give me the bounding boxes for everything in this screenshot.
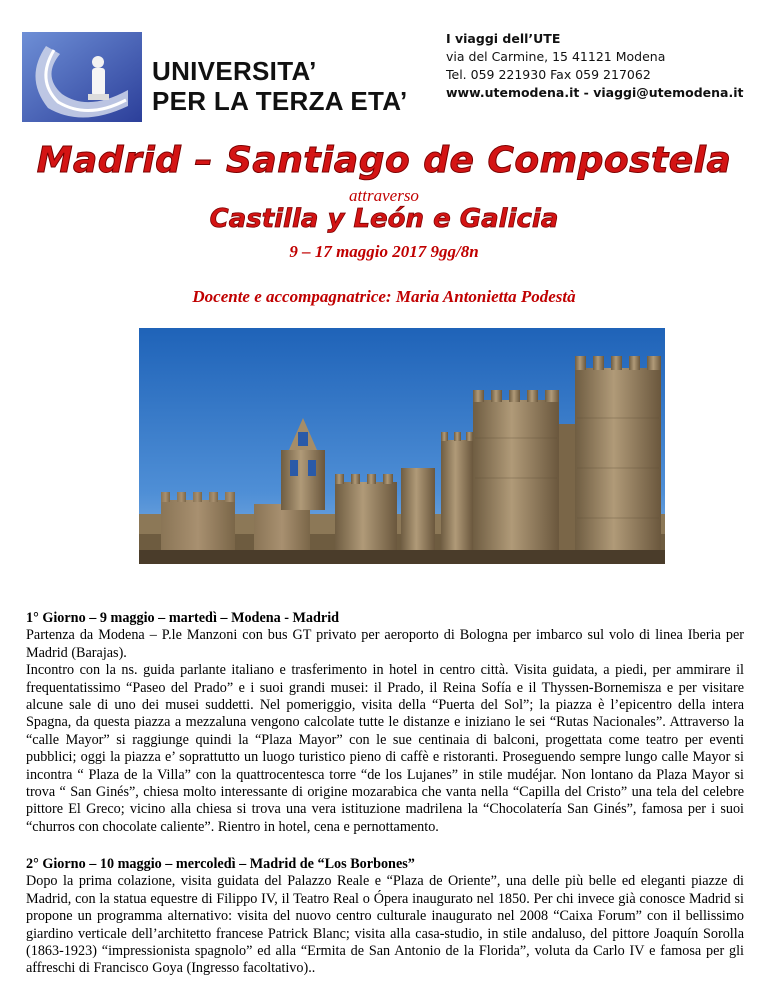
header [0, 28, 768, 128]
day-1-section [26, 610, 744, 836]
org-line-2: PER LA TERZA ETA’ [152, 86, 408, 116]
day-2-paragraph-1: Dopo la prima colazione, visita guidata del Palazzo Reale e “Plaza de Oriente”, una delle più belle ed eleganti piazze di Madrid, con la statua equestre di Filippo IV, il Teatro Real o Ópera inaugurato nel 1850. Per chi invece già conosce Madrid si propone un programma alternativo: visita del nuovo centro culturale inaugurato nel 2008 “Caixa Forum” con il bellissimo giardino verticale dell’architetto francese Patrick Blanc; visita alla casa-studio, in stile andaluso, del pittore Joaquín Sorolla (1863-1923) “impressionista spagnolo” ed alla “Ermita de San Antonio de la Florida”, voluta da Carlo IV e famosa per gli affreschi di Francisco Goya (Ingresso facoltativo).. [26, 873, 744, 977]
contact-web: www.utemodena.it - viaggi@utemodena.it [446, 85, 744, 100]
trip-subtitle: Castilla y León e Galicia [209, 204, 559, 234]
trip-teacher: Docente e accompagnatrice: Maria Antonietta Podestà [192, 287, 576, 306]
day-2-section [26, 856, 744, 978]
day-1-paragraph-1: Partenza da Modena – P.le Manzoni con bus GT privato per aeroporto di Bologna per imbarco sul volo di linea Iberia per Madrid (Barajas). [26, 627, 744, 661]
org-name [152, 56, 407, 116]
contact-phone: Tel. 059 221930 Fax 059 217062 [446, 67, 651, 82]
ute-emblem-icon [18, 28, 148, 126]
contact-address: via del Carmine, 15 41121 Modena [446, 49, 666, 64]
contact-title: I viaggi dell’UTE [446, 31, 561, 46]
trip-through: attraverso [349, 186, 419, 205]
org-line-1: UNIVERSITA’ [152, 56, 317, 86]
trip-title: Madrid – Santiago de Compostela [36, 140, 732, 181]
trip-dates: 9 – 17 maggio 2017 9gg/8n [289, 242, 479, 261]
day-2-heading: 2° Giorno – 10 maggio – mercoledì – Madrid de “Los Borbones” [26, 856, 415, 872]
city-walls-photo [139, 328, 665, 564]
day-1-paragraph-2: Incontro con la ns. guida parlante italiano e trasferimento in hotel in centro città. Visita guidata, a piedi, per ammirare il frequentatissimo “Paseo del Prado” e i suoi grandi musei: il Prado, il Reina Sofía e il Thyssen-Bornemisza e per visitare alcune sale di uno dei musei suddetti. Nel pomeriggio, visita della “Puerta del Sol”; la piazza è l’epicentro della intera Spagna, da questa piazza a mezzaluna vengono calcolate tutte le distanze e iniziano le sei “Rutas Nacionales”. Attraverso la “calle Mayor” si raggiunge quindi la “Plaza Mayor” con le sue centinaia di balconi, progettata come teatro per eventi pubblici; oggi la piazza e’ soprattutto un luogo turistico pieno di caffè e ristoranti. Proseguendo sempre lungo calle Mayor si incontra “ Plaza de la Villa” con la quattrocentesca torre “de los Lujanes” in stile mudéjar. Non lontano da Plaza Mayor si trova “ San Ginés”, chiesa molto interessante di origine mozarabica che vanta nella “Capilla del Cristo” una tela del celebre pittore El Greco; vicino alla chiesa si trova una vera istituzione madrilena la “Chocolatería San Ginés”, famosa per i suoi “churros con chocolate caliente”. Rientro in hotel, cena e pernottamento. [26, 662, 744, 835]
day-1-heading: 1° Giorno – 9 maggio – martedì – Modena - Madrid [26, 610, 340, 626]
ute-logo [18, 28, 416, 126]
contact-block [446, 30, 744, 102]
